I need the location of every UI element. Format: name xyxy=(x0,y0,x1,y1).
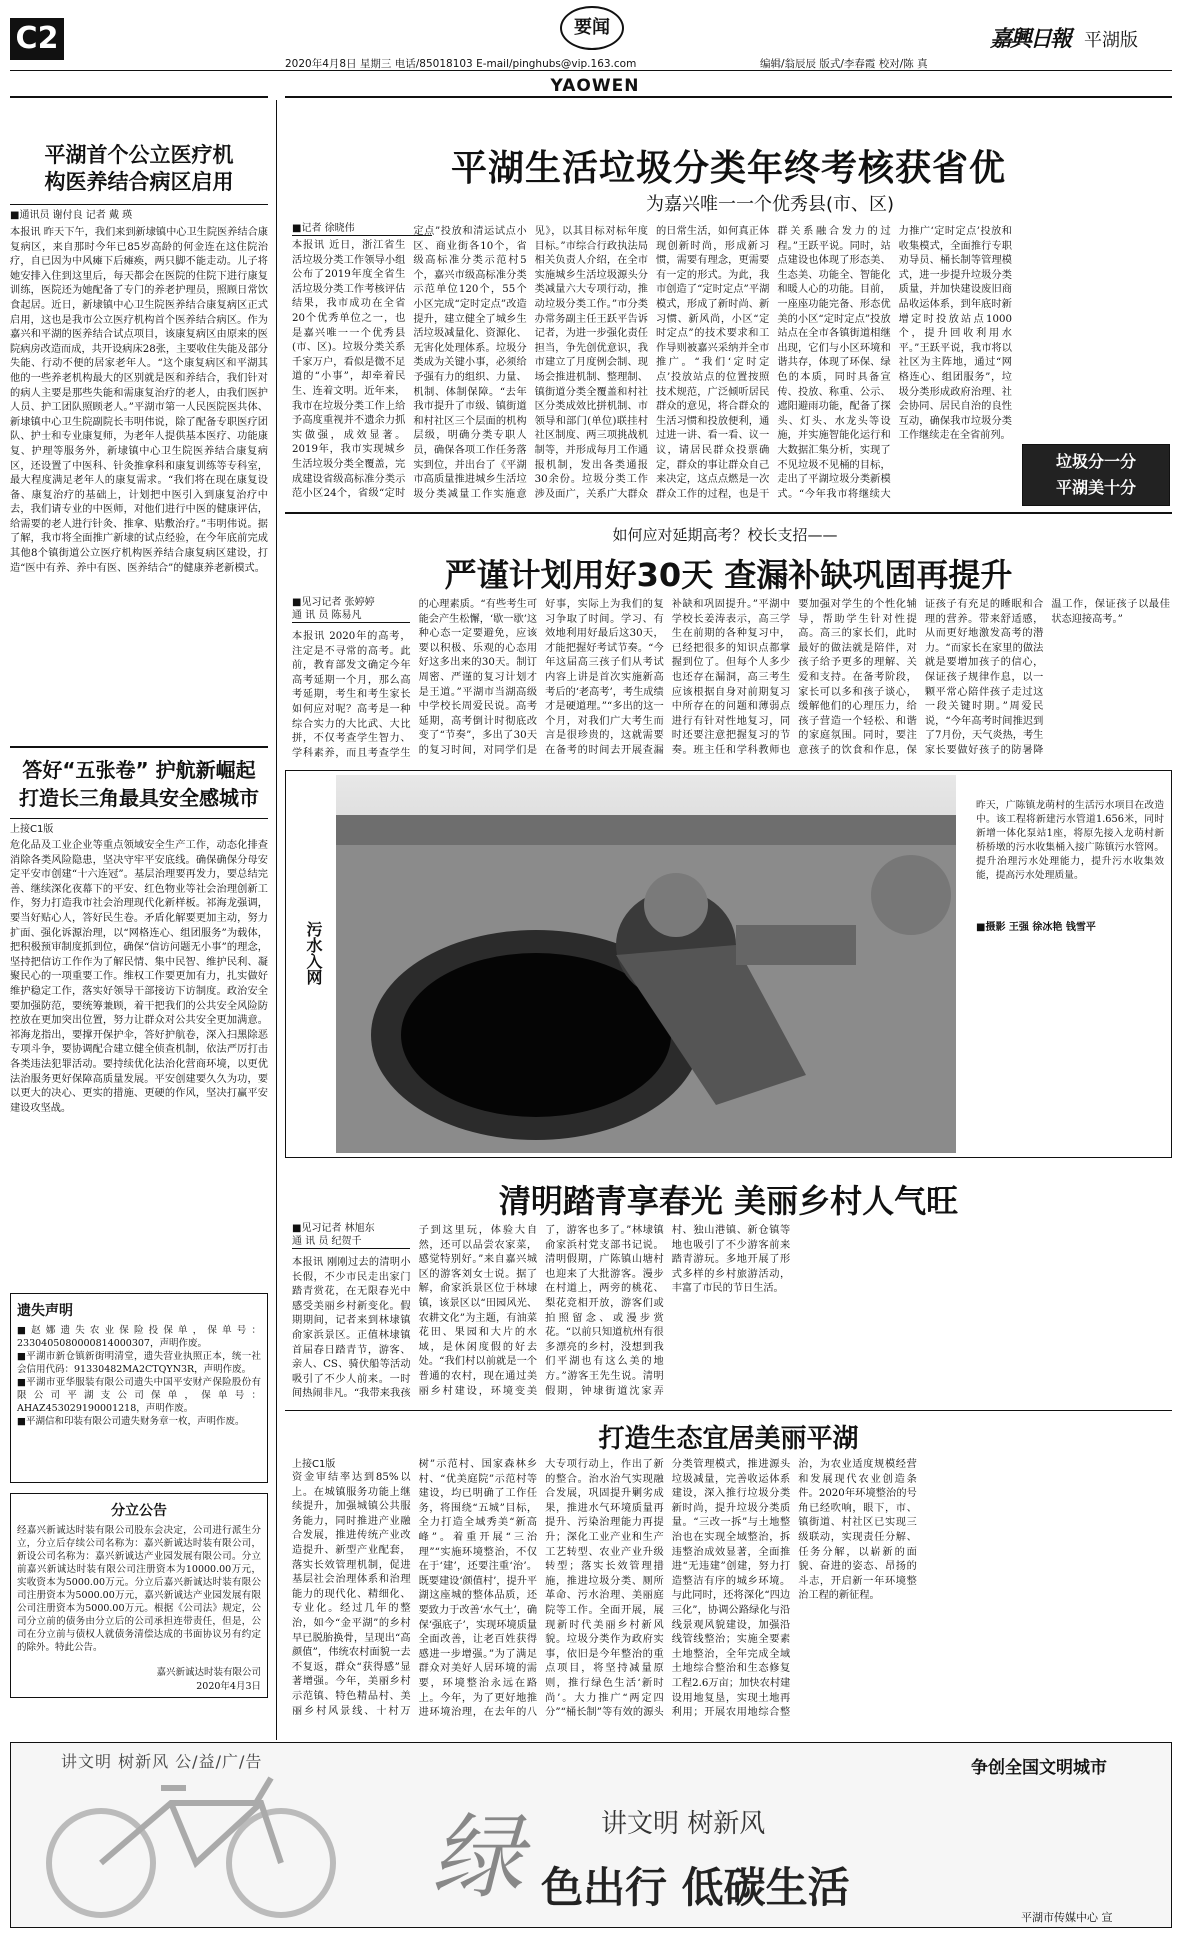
bicycle-icon xyxy=(21,1753,361,1923)
page-number: C2 xyxy=(10,18,64,60)
photo-caption: 昨天，广陈镇龙萌村的生活污水项目在改造中。该工程将新建污水管道1.656米，同时新增一体化泵站1座，将原先接入龙萌村新桥桥墩的污水收集桶入接广陈镇污水管网。提升治理污水处理能力，提升污水收集效能，提高污水处理质量。 xyxy=(976,800,1164,881)
exam-body-container xyxy=(292,598,1170,766)
headline-medical: 平湖首个公立医疗机 xyxy=(44,143,234,167)
ad-credit: 平湖市传媒中心 宣 xyxy=(1021,1911,1113,1924)
eco-body-container xyxy=(292,1458,1170,1728)
slogan-line-2: 平湖美十分 xyxy=(1055,478,1136,497)
public-ad xyxy=(10,1742,1172,1928)
exam-headline: 严谨计划用好30天 查漏补缺巩固再提升 xyxy=(444,556,1013,594)
slogan-line-1: 垃圾分一分 xyxy=(1055,452,1136,471)
ad-sub: 讲文明 树新风 xyxy=(601,1809,766,1839)
lead-body: 本报讯 近日，浙江省生活垃圾分类工作领导小组公布了2019年度全省生活垃圾分类工作考核评估结果，我市成功在全省20个优秀单位之一，也是嘉兴唯一一个优秀县(市、区)。垃圾分类关系千家万户，看似是微不足道的“小事”，却牵着民生、连着文明。近年来，我市在垃圾分类工作上给予高度重视并不遗余力抓实做强，成效显著。2019年，我市实现城乡生活垃圾分类全覆盖，完成建设省级高标准分类示范小区24个，省级“定时定点”投放和清运试点小区、商业街各10个，省级高标准分类示范村5个，嘉兴市级高标准分类示范单位120个，55个小区完成“定时定点”改造提升，建立健全了城乡生活垃圾减量化、资源化、无害化处理体系。垃圾分类成为关键小事，必须给予强有力的组织、力量、机制、体制保障。“去年我市提升了市级、镇街道和村社区三个层面的机构层级，明确分类专职人员，确保各项工作任务落实到位，并出台了《平湖市高质量推进城乡生活垃圾分类减量工作实施意见》，以其目标对标年度目标。”市综合行政执法局相关负责人介绍，在全市实施城乡生活垃圾源头分类减量六大专项行动，推动垃圾分类工作。”市分类办常务副主任王跃平告诉记者，为进一步强化责任担当，争先创优意识，我市建立了月度例会制、现场会推进机制、整理制、镇街道分类全覆盖和村社区分类成效比拼机制、市领导和部门(单位)联挂村社区制度、两三项挑战机制等，并形成每月工作通报机制，发出各类通报30余份。垃圾分类工作涉及面广，关系广大群众的日常生活，如何真正体现创新时尚，形成新习惯，需要有理念，更需要有一定的形式。为此，我市创造了“定时定点”平湖模式，形成了新时尚、新习惯、新风尚，小区“定时定点”的技术要求和工作导则被嘉兴采纳并全市推广。“我们‘定时定点’投放站点的位置按照技术规范，广泛倾听居民群众的意见，将合群众的生活习惯和投放便利，通过进一讲、看一看、议一议，请居民群众投票确定，群众的事让群众自己来决定，这点点燃是一次群众工作的过程，也是干群关系融合发力的过程。”王跃平说。同时，站点建设也体现了形态美、生态美、功能全、智能化和暖人心的功能。目前，一座座功能完备、形态优美的小区“定时定点”投放站点在全市各镇街道相继出现，它们与小区环境和谐共存，体现了环保、绿色的本质，同时具备宣传、投放、称重、公示、遮阳避雨功能，配备了探头、灯头、水龙头等设施，并实施智能化运行和大数据汇集分析，实现了不见垃圾不见桶的目标，走出了平湖垃圾分类新模式。“今年我市将继续大力推广‘定时定点’投放和收集模式，全面推行专职劝导员、桶长制等管理模式，进一步提升垃圾分类质量，并加快建设废旧商品收运体系，到年底时新增定时投放站点1000个，提升回收利用水平。”王跃平说，我市将以社区为主阵地，通过“网格连心、组团服务”，垃圾分类形成政府治理、社会协同、居民自治的良性互动，确保我市垃圾分类工作继续走在全省前列。 xyxy=(292,226,1012,500)
split-notice-box xyxy=(10,1493,268,1698)
spring-body-container xyxy=(292,1224,1170,1404)
photo-label: 污水入网 xyxy=(304,921,323,985)
left-column xyxy=(10,100,268,1740)
split-notice-title: 分立公告 xyxy=(111,1503,167,1519)
photo-frame xyxy=(285,770,1172,1158)
header-info: 2020年4月8日 星期三 电话/85018103 E-mail/pinghubs@vip.163.com xyxy=(285,58,637,70)
section-tag: 要闻 xyxy=(560,6,624,50)
lead-headline: 平湖生活垃圾分类年终考核获省优 xyxy=(450,148,1006,189)
eco-from: 上接C1版 xyxy=(292,1459,336,1470)
section-en: YAOWEN xyxy=(550,76,640,96)
lead-subhead: 为嘉兴唯一一个优秀县(市、区) xyxy=(645,194,895,215)
split-notice-date: 2020年4月3日 xyxy=(196,1681,261,1692)
lost-notice-item: ■赵娜遗失农业保险投保单，保单号：2330405080000814000307，声明作废。 xyxy=(17,1325,261,1349)
article-safety-body: 危化品及工业企业等重点领域安全生产工作，动态化排查消除各类风险隐患，坚决守牢平安底线。确保确保分母安定平安市创建“十六连冠”。基层治理要再发力，要总结完善、继续深化夜幕下的平安、红色物业等社会治理创新工作，努力打造我市社会治理现代化新样板。祁海龙强调，要当好贴心人，答好民生卷。矛盾化解要更加主动，努力扩面、强化诉源治理，以“网格连心、组团服务”为载体，把积极预审制度抓到位，确保“信访问题无小事”的理念，坚持把信访工作作为了解民情、集中民智、维护民利、凝聚民心的一项重要工作。维权工作要更加有力，扎实做好维护稳定工作，落实好领导干部接访下访制度。政治安全要加强防范，要统筹兼顾，着干把我们的公共安全风险防控放在更加突出位置，努力让群众对公共安全更加满意。祁海龙指出，要撑开保护伞，答好护航卷，深入扫黑除恶专项斗争，要协调配合建立健全侦查机制，依法严厉打击各类违法犯罪活动。要持续优化法治化营商环境，以更优法治服务更好保障高质量发展。平安创建要久久为功，要以更大的决心、更实的措施、更硬的作风，坚决打赢平安建设攻坚战。 xyxy=(10,840,268,1114)
split-notice-body: 经嘉兴新诚达时装有限公司股东会决定，公司进行派生分立，分立后存续公司名称为：嘉兴新诚达时装有限公司，新设公司名称为：嘉兴新诚达产业园发展有限公司。分立前嘉兴新诚达时装有限公司注册资本为10000.00万元，实收资本为5000.00万元。分立后嘉兴新诚达时装有限公司注册资本为5000.00万元，嘉兴新诚达产业园发展有限公司注册资本为5000.00万元。根据《公司法》规定，公司分立前的债务由分立后的公司承担连带责任，但是，公司在分立前与债权人就债务清偿达成的书面协议另有约定的除外。特此公告。 xyxy=(17,1525,261,1653)
exam-byline: ■见习记者 张婷婷 通 讯 员 陈易凡 xyxy=(292,596,410,623)
masthead-logo: 嘉興日報 xyxy=(990,26,1071,52)
exam-body: 本报讯 2020年的高考，注定是不寻常的高考。此前，教育部发文确定今年高考延期一个月，那么高考延期，考生和考生家长如何应对呢？高考是一种综合实力的大比武、大比拼，不仅考查学生智力、学科素养，而且考查学生的心理素质。“有些考生可能会产生松懈，‘歇一歇’这种心态一定要避免，应该要以积极、乐观的心态用好这多出来的30天。制订周密、严谨的复习计划才是王道。”平湖市当湖高级中学校长周爱民说。高考延期，高考倒计时彻底改变了“节奏”，多出了30天的复习时间，对同学们是好事，实际上为我们的复习争取了时间。学习、有效地利用好最后这30天，才能把握好考试节奏。“今年这届高三孩子们从考试内容上讲是首次实施新高考后的‘老高考’，考生成绩才是硬道理。”“多出的这一个月，对我们广大考生而言是很珍贵的，这就需要在备考的时间去开展查漏补缺和巩固提升。”平湖中学校长姜涛表示，高三学生在前期的各种复习中，已经把很多的知识点都掌握到位了。但每个人多少也还存在漏洞，高三考生应该根据自身对前期复习中所存在的问题和薄弱点进行有针对性地复习，同时还要注意把握复习的节奏。班主任和学科教师也要加强对学生的个性化辅导，帮助学生针对性提高。高三的家长们，此时最好的做法就是陪伴，对孩子给予更多的理解、关爱和支持。在备考阶段，家长可以多和孩子谈心，缓解他们的心理压力，给孩子营造一个轻松、和谐的家庭氛围。同时，要注意孩子的饮食和作息，保证孩子有充足的睡眠和合理的营养。带来舒适感，从而更好地激发高考的潜力。“而家长在家里的做法就是要增加孩子的信心，保证孩子规律作息，以一颗平常心陪伴孩子走过这一段关键时期。”周爱民说，“今年高考时间推迟到了7月份，天气炎热，考生家长要做好孩子的防暑降温工作，保证孩子以最佳状态迎接高考。” xyxy=(292,599,1170,759)
byline-medical: ■通讯员 谢付良 记者 戴 瑛 xyxy=(10,204,268,222)
headline-medical-2: 构医养结合病区启用 xyxy=(44,170,234,194)
lead-body-container xyxy=(292,225,1012,503)
headline-safety: 答好“五张卷” 护航新崛起 xyxy=(22,758,256,782)
photo-worker-manhole xyxy=(336,775,956,1153)
article-medical-body: 本报讯 昨天下午，我们来到新埭镇中心卫生院医养结合康复病区，来自那时今年已85岁高龄的何金连在这住院治疗，自已因为中风瘫下后瘫痪，两只脚不能走动。儿子将她安排入住到这里后，每天都会在医院的住院下进行康复训练，医院还为她配备了专门的养老护理员，照顾日常饮食起居。近日，新埭镇中心卫生院医养结合康复病区正式启用，这也是我市公立医疗机构首个医养结合病区。作为嘉兴和平湖的医养结合试点项目，该康复病区由原来的医院病房改造而成，共开设病床28张，主要收住失能及部分失能、行动不便的居家老年人。“这个康复病区和平湖其他的一些养老机构最大的区别就是医和养结合，我们针对的病人主要是那些失能和需康复治疗的老人，由我们医护人员、护工团队照顾老人。”平湖市第一人民医院医共体、新埭镇中心卫生院副院长韦明伟说，除了配备专职医疗团队、护士和专业康复师，为老年人提供基本医疗、功能康复、护理等服务外，新埭镇中心卫生院医养结合康复病区，还设置了中医科、针灸推拿科和康复训练等专科室，最大程度满足老年人的康复需求。“我们将在现在康复设备、康复治疗的基础上，计划把中医引入到康复治疗中去，我们请专业的中医师，对他们进行中医的健康评估，给需要的老人进行针灸、推拿、贴敷治疗。”韦明伟说。据了解，我市将全面推广新埭的试点经验，在今年底前完成其他8个镇街道公立医疗机构医养结合康复病区建设，打造“医中有养、养中有医、医养结合”的健康养老新模式。 xyxy=(10,227,268,574)
ad-green-char: 绿 xyxy=(431,1804,524,1911)
split-notice-sign: 嘉兴新诚达时装有限公司 xyxy=(156,1667,261,1678)
ad-main: 色出行 低碳生活 xyxy=(541,1863,850,1912)
photo-credit: ■摄影 王强 徐冰艳 钱雪平 xyxy=(976,922,1096,933)
lost-notice-item: ■平湖市亚华服装有限公司遗失中国平安财产保险股份有限公司平湖支公司保单，保单号：AHAZ453029190001218，声明作废。 xyxy=(17,1377,261,1414)
continued-label: 上接C1版 xyxy=(10,818,268,836)
lost-notice-box xyxy=(10,1293,268,1483)
spring-byline: ■见习记者 林旭东 通 讯 员 纪贺千 xyxy=(292,1222,410,1249)
ad-left-slogan: 讲文明 树新风 公/益/广/告 xyxy=(61,1752,263,1771)
ad-right-slogan: 争创全国文明城市 xyxy=(971,1758,1107,1778)
exam-kicker: 如何应对延期高考？校长支招—— xyxy=(612,526,838,544)
lost-notice-item: ■平湖信和印装有限公司遗失财务章一枚，声明作废。 xyxy=(17,1416,245,1427)
spring-body: 本报讯 刚刚过去的清明小长假，不少市民走出家门踏青赏花，在无限春光中感受美丽乡村新变化。假期期间，记者来到林埭镇俞家浜景区。正值林埭镇首届春日踏青节，游客、亲人、CS、骑伏船等活动吸引了不少人前来。一时间热闹非凡。“我带来我孩子到这里玩，体验大自然，还可以品尝农家菜，感觉特别好。”来自嘉兴城区的游客刘女士说。据了解，俞家浜景区位于林埭镇，该景区以“田园风光、农耕文化”为主题，有油菜花田、果园和大片的水域，是休闲度假的好去处。“我们村以前就是一个普通的农村，现在通过美丽乡村建设，环境变美了，游客也多了。”林埭镇俞家浜村党支部书记说。清明假期，广陈镇山塘村也迎来了大批游客。漫步在村道上，两旁的桃花、梨花竞相开放，游客们或拍照留念、或漫步赏花。“以前只知道杭州有很多漂亮的乡村，没想到我们平湖也有这么美的地方。”游客王先生说。清明假期，钟埭街道沈家弄村、独山港镇、新仓镇等地也吸引了不少游客前来踏青游玩。多地开展了形式多样的乡村旅游活动，丰富了市民的节日生活。 xyxy=(292,1225,791,1400)
lost-notice-item: ■平湖市新仓镇新街明清堂，遗失营业执照正本，统一社会信用代码：91330482MA2CTQYN3R，声明作废。 xyxy=(17,1351,261,1375)
eco-body: 资金审结率达到85%以上。在城镇服务功能上继续提升，加强城镇公共服务能力，同时推进产业融合发展，推进传统产业改造提升、新型产业配套，落实长效管理机制，促进基层社会治理体系和治理能力的现代化、精细化、专业化。经过几年的整治，如今“金平湖”的乡村早已脱胎换骨，呈现出“高颜值”，伟统农村面貌一去不复返，群众“获得感”显著增强。今年，美丽乡村示范镇、特色精品村、美丽乡村风景线、十村万树”示范村、国家森林乡村、“优美庭院”示范村等建设，均已明确了工作任务，将围绕“五城”目标，全力打造全域秀美“新高峰”。着重开展“三治理”“实施环境整治，不仅在于‘建’，还要注重‘治’。既要建设‘颜值村’，提升平湖这座城的整体品质，还要致力于改善‘水气土’，确保‘强底子’，实现环境质量全面改善，让老百姓获得感进一步增强。”为了满足群众对美好人居环境的需要，环境整治永远在路上。今年，为了更好地推进环境治理，在去年的八大专项行动上，作出了新的整合。治水治气实现融合发展，巩固提升剿劣成果，推进水气环境质量再提升、污染治理能力再提升；深化工业产业和生产工艺转型、农业产业升级转型；落实长效管理措施，推进垃圾分类、厕所革命、污水治理、美丽庭院等工作。全面开展，展现新时代美丽乡村新风貌。垃圾分类作为政府实事，依旧是今年整治的重点项目，将坚持减量原则，推行绿色生活‘新时尚’。大力推广“两定四分”“桶长制”等有效的源头分类管理模式，推进源头垃圾减量，完善收运体系建设，深入推行垃圾分类新时尚，提升垃圾分类质量。“三改一拆”与土地整治也在实现全域整治，拆违整治成效显著，全面推进“无违建”创建，努力打造整洁有序的城乡环境。与此同时，还将深化“四边三化”，协调公路绿化与沿线景观风貌建设，加强沿线管线整治；实施全要素土地整治，全年完成全域土地综合整治和生态修复工程2.6万亩；加快农村建设用地复垦，实现土地再利用；开展农用地综合整治，为农业适度规模经营和发展现代农业创造条件。2020年环境整治的号角已经吹响，眼下，市、镇街道、村社区已实现三级联动，实现责任分解、任务分解，以崭新的面貌、奋进的姿态、昂扬的斗志，开启新一年环境整治工程的新征程。 xyxy=(292,1459,917,1719)
edition-label: 平湖版 xyxy=(1084,30,1138,51)
slogan-box xyxy=(1022,444,1170,506)
lost-notice-title: 遗失声明 xyxy=(17,1303,73,1319)
eco-headline: 打造生态宜居美丽平湖 xyxy=(598,1424,859,1454)
headline-safety-2: 打造长三角最具安全感城市 xyxy=(19,786,259,810)
lead-byline: ■记者 徐晓伟 xyxy=(292,222,432,236)
spring-headline: 清明踏青享春光 美丽乡村人气旺 xyxy=(498,1182,959,1220)
lead-body-right xyxy=(1020,225,1170,415)
header-editors: 编辑/翁辰辰 版式/李春霞 校对/陈 真 xyxy=(760,58,928,70)
